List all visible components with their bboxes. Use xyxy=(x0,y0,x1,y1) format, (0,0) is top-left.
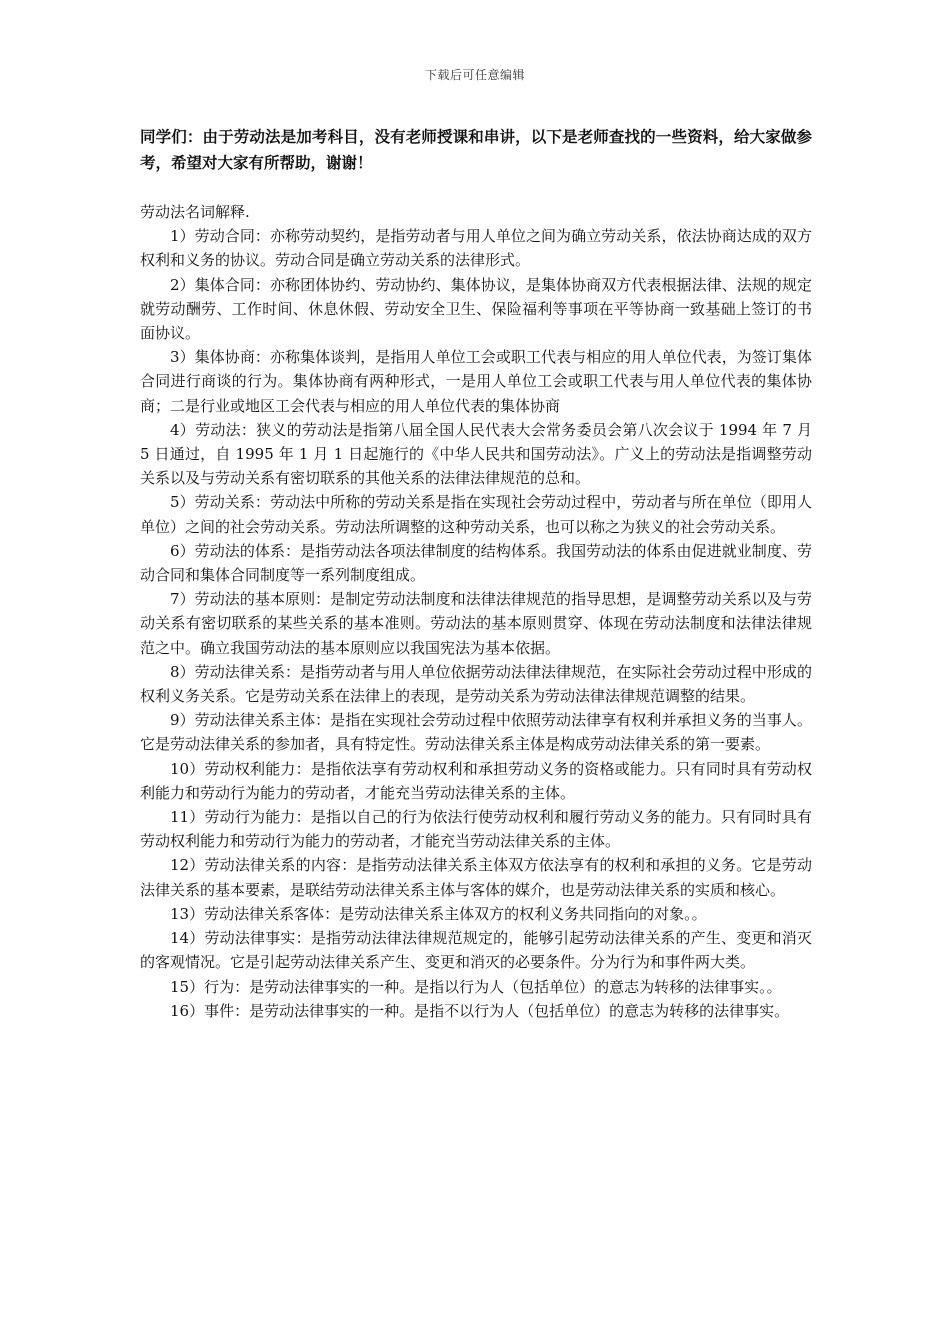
glossary-section xyxy=(140,200,812,1023)
glossary-item-labor-contract: 1）劳动合同：亦称劳动契约，是指劳动者与用人单位之间为确立劳动关系，依法协商达成的双方权利和义务的协议。劳动合同是确立劳动关系的法律形式。 xyxy=(140,227,812,270)
glossary-item-legal-relations: 8）劳动法律关系：是指劳动者与用人单位依据劳动法律法律规范，在实际社会劳动过程中形成的权利义务关系。它是劳动关系在法律上的表现，是劳动关系为劳动法律法律规范调整的结果。 xyxy=(140,662,812,706)
glossary-item-act-capacity: 11）劳动行为能力：是指以自己的行为依法行使劳动权利和履行劳动义务的能力。只有同时具有劳动权利能力和劳动行为能力的劳动者，才能充当劳动法律关系的主体。 xyxy=(140,808,812,851)
glossary-item-relation-object: 13）劳动法律关系客体：是劳动法律关系主体双方的权利义务共同指向的对象。。 xyxy=(170,904,707,923)
glossary-item-relation-content: 12）劳动法律关系的内容：是指劳动法律关系主体双方依法享有的权利和承担的义务。它是劳动法律关系的基本要素，是联结劳动法律关系主体与客体的媒介，也是劳动法律关系的实质和核心。 xyxy=(140,856,812,899)
glossary-item-basic-principles: 7）劳动法的基本原则：是制定劳动法制度和法律法律规范的指导思想，是调整劳动关系以及与劳动关系有密切联系的某些关系的基本准则。劳动法的基本原则贯穿、体现在劳动法制度和法律法律规范之中。确立我国劳动法的基本原则应以我国宪法为基本依据。 xyxy=(140,590,812,657)
page-header-note: 下载后可任意编辑 xyxy=(424,68,525,82)
glossary-item-labor-law-system: 6）劳动法的体系：是指劳动法各项法律制度的结构体系。我国劳动法的体系由促进就业制度、劳动合同和集体合同制度等一系列制度组成。 xyxy=(140,541,812,585)
glossary-item-legal-facts: 14）劳动法律事实：是指劳动法律法律规范规定的，能够引起劳动法律关系的产生、变更和消灭的客观情况。它是引起劳动法律关系产生、变更和消灭的必要条件。分为行为和事件两大类。 xyxy=(140,929,812,972)
glossary-item-relation-subject: 9）劳动法律关系主体：是指在实现社会劳动过程中依照劳动法律享有权利并承担义务的当事人。它是劳动法律关系的参加者，具有特定性。劳动法律关系主体是构成劳动法律关系的第一要素。 xyxy=(140,711,812,754)
glossary-item-collective-contract: 2）集体合同：亦称团体协约、劳动协约、集体协议，是集体协商双方代表根据法律、法规的规定就劳动酬劳、工作时间、休息休假、劳动安全卫生、保险福利等事项在平等协商一致基础上签订的书面协议。 xyxy=(140,275,812,343)
glossary-item-act: 15）行为：是劳动法律事实的一种。是指以行为人（包括单位）的意志为转移的法律事实。。 xyxy=(170,977,782,996)
glossary-item-rights-capacity: 10）劳动权利能力：是指依法享有劳动权利和承担劳动义务的资格或能力。只有同时具有劳动权利能力和劳动行为能力的劳动者，才能充当劳动法律关系的主体。 xyxy=(140,759,812,802)
glossary-item-event: 16）事件：是劳动法律事实的一种。是指不以行为人（包括单位）的意志为转移的法律事实。 xyxy=(170,1001,790,1020)
intro-notice: 同学们：由于劳动法是加考科目，没有老师授课和串讲，以下是老师查找的一些资料，给大家做参考，希望对大家有所帮助，谢谢！ xyxy=(140,127,812,172)
glossary-item-collective-negotiation: 3）集体协商：亦称集体谈判，是指用人单位工会或职工代表与相应的用人单位代表，为签订集体合同进行商谈的行为。集体协商有两种形式，一是用人单位工会或职工代表与用人单位代表的集体协商；二是行业或地区工会代表与相应的用人单位代表的集体协商 xyxy=(140,348,812,415)
glossary-title: 劳动法名词解释. xyxy=(140,203,250,221)
glossary-item-labor-relations: 5）劳动关系：劳动法中所称的劳动关系是指在实现社会劳动过程中，劳动者与所在单位（即用人单位）之间的社会劳动关系。劳动法所调整的这种劳动关系，也可以称之为狭义的社会劳动关系。 xyxy=(140,493,812,536)
glossary-item-labor-law: 4）劳动法：狭义的劳动法是指第八届全国人民代表大会常务委员会第八次会议于 1994 年 7 月 5 日通过，自 1995 年 1 月 1 日起施行的《中华人民共和国劳动法》。广义上的劳动法是指调整劳动关系以及与劳动关系有密切联系的其他关系的法律法律规范的总和。 xyxy=(140,420,812,488)
